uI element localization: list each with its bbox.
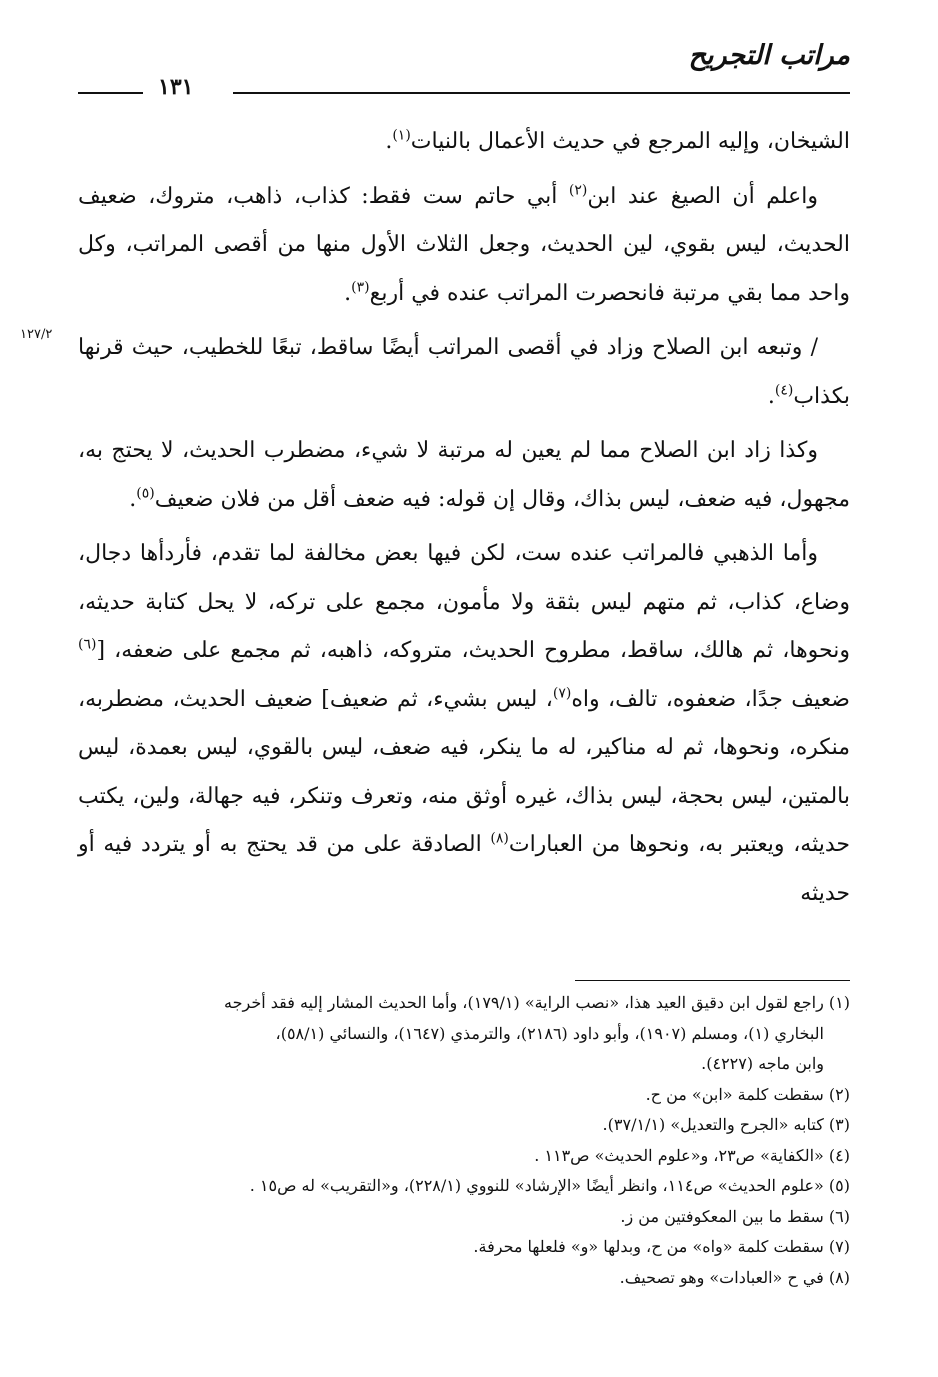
footnote-marker: (٤) [774,382,794,399]
footnote: (٥) «علوم الحديث» ص١١٤، وانظر أيضًا «الإرشاد» للنووي (٢٢٨/١)، و«التقريب» له ص١٥ . [249,1176,850,1195]
paragraph: وأما الذهبي فالمراتب عنده ست، لكن فيها بعض مخالفة لما تقدم، فأردأها دجال، وضاع، كذاب، ثم متهم ليس بثقة ولا مأمون، مجمع على تركه، لا يحل كتابة حديثه، ونحوها، ثم هالك، ساقط، مطروح الحديث، متروكه، ذاهبه، ثم مجمع على ضعفه، [$^{(٦)}$ ضعيف جدًا، ضعفوه، تالف، واه$^{(٧)}$، ليس بشيء، ثم ضعيف] ضعيف الحديث، مضطربه، منكره، ونحوها، ثم له مناكير، له ما ينكر، فيه ضعف، ليس بالقوي، ليس بعمدة، ليس بالمتين، ليس بحجة، ليس بذاك، غيره أوثق منه، وتعرف وتنكر، فيه جهالة، ولين، يكتب حديثه، ويعتبر به، ونحوها من العبارات$^{(٨)}$ الصادقة على من قد يحتج به أو يتردد فيه أو حديثه [78,541,850,906]
footnote-marker: (٥) [136,485,155,502]
footnote-marker: (٢) [568,182,588,199]
footnote: (٦) سقط ما بين المعكوفتين من ز. [620,1206,850,1226]
paragraph: واعلم أن الصيغ عند ابن$^{(٢)}$ أبي حاتم ست فقط: كذاب، ذاهب، متروك، ضعيف الحديث، ليس بقوي، لين الحديث، وجعل الثلاث الأول منها من أقصى المراتب، وكل واحد مما بقي مرتبة فانحصرت المراتب عنده في أربع$^{(٣)}$. [78,182,850,306]
footnote: (٨) في ح «العبادات» وهو تصحيف. [619,1267,850,1287]
footnote: (١) راجع لقول ابن دقيق العيد هذا، «نصب الراية» (١٧٩/١)، وأما الحديث المشار إليه فقد أخرجه [224,993,850,1012]
footnote: (٣) كتابه «الجرح والتعديل» (٣٧/١/١). [602,1115,850,1134]
footnote-marker: (٣) [351,279,370,296]
margin-reference: ١٢٧/٢ [20,327,53,342]
footnote-marker: (٧) [552,685,572,702]
footnote-marker: (٦) [78,636,97,653]
header-rule [233,92,850,94]
footnote: (٧) سقطت كلمة «واه» من ح، وبدلها «و» فلعلها محرفة. [473,1237,850,1256]
paragraph: الشيخان، وإليه المرجع في حديث الأعمال بالنيات$^{(١)}$. [385,127,850,154]
paragraph: وكذا زاد ابن الصلاح مما لم يعين له مرتبة لا شيء، مضطرب الحديث، لا يحتج به، مجهول، فيه ضعف، ليس بذاك، وقال إن قوله: فيه ضعف أقل من فلان ضعيف$^{(٥)}$. [78,438,850,512]
footnote-continuation: البخاري (١)، ومسلم (١٩٠٧)، وأبو داود (٢١٨٦)، والترمذي (١٦٤٧)، والنسائي (٥٨/١)، [275,1023,824,1043]
footnote-separator [575,980,850,981]
footnotes [78,988,850,1293]
footnote-marker: (١) [392,127,411,144]
page-number: ١٣١ [158,74,194,100]
footnote-continuation: وابن ماجه (٤٢٢٧). [701,1054,824,1073]
header-rule-short [78,92,143,94]
footnote-marker: (٨) [490,830,509,847]
paragraph: / وتبعه ابن الصلاح وزاد في أقصى المراتب أيضًا ساقط، تبعًا للخطيب، حيث قرنها بكذاب$^{(٤)}$. [78,335,850,409]
footnote: (٤) «الكفاية» ص٢٣، و«علوم الحديث» ص١١٣ . [534,1145,850,1165]
main-text [78,118,850,924]
page-header [78,40,850,100]
running-title: مراتب التجريح [688,40,850,71]
footnote: (٢) سقطت كلمة «ابن» من ح. [645,1084,850,1104]
